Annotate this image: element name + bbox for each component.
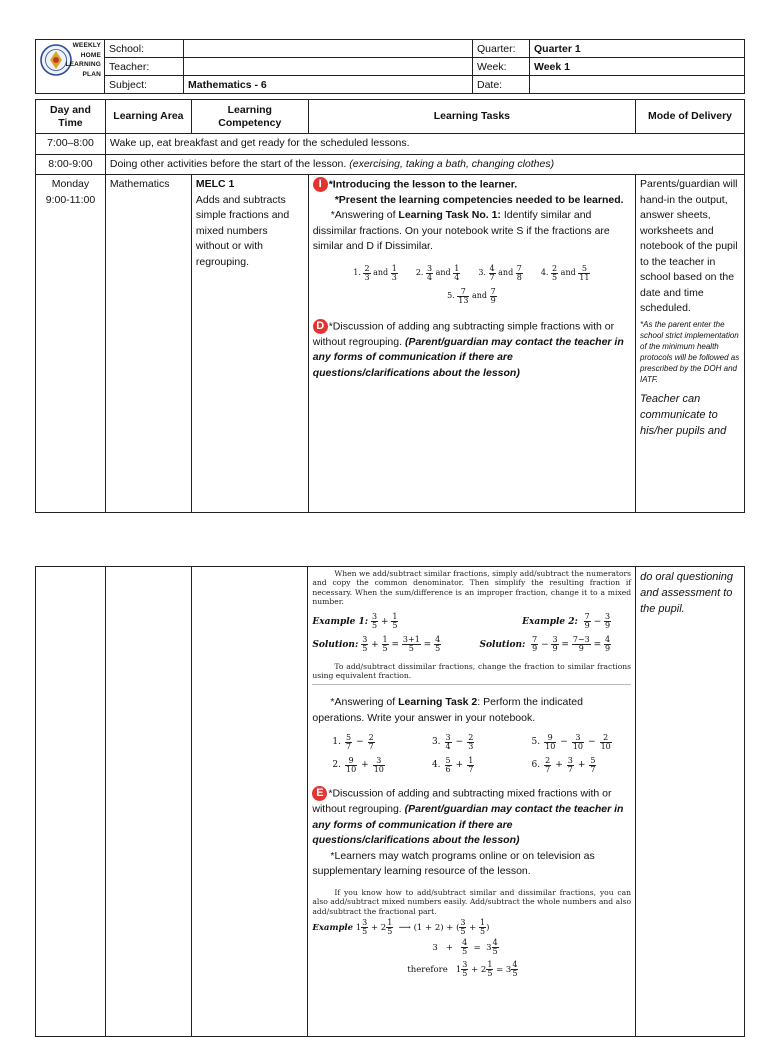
task-e-bold: (Parent/guardian may contact the teacher in any forms of communication if there are questions/clarifications about the lesson): [312, 803, 624, 847]
p2-mode-cell: [636, 567, 745, 1037]
fraction: 3 10: [373, 756, 384, 775]
rule-mixed: If you know how to add/subtract similar and dissimilar fractions, you can also add/subtract mixed numbers easily. Add/subtract the whole numbers and also add/subtract the fractional part.: [312, 887, 632, 916]
monday-area: Mathematics: [105, 175, 191, 513]
fraction: $\frac{2}{5}$: [552, 263, 558, 282]
date-value: [530, 76, 745, 94]
fraction: $\frac{4}{7}$: [489, 263, 495, 282]
task-lt1-post: Identify similar and dissimilar fractions. On your notebook write S if the fractions are similar and D if Dissimilar.: [312, 209, 610, 253]
task-d-line: [313, 319, 631, 381]
p2-area-cell: [105, 567, 191, 1037]
school-label: School:: [105, 40, 184, 58]
badge-i-icon: I: [313, 177, 328, 192]
lt1-item: 1. $\frac{2}{3}$ and $\frac{1}{3}$: [353, 263, 397, 282]
solution-1: Solution: $\frac{3}{5}$ + $\frac{1}{5}$ = $\frac{3+1}{5}$ = $\frac{4}{5}$: [312, 635, 441, 654]
solution-2: Solution: $\frac{7}{9}$ − $\frac{3}{9}$ = $\frac{7-3}{9}$ = $\frac{4}{9}$: [479, 635, 611, 654]
fraction: 5 7: [590, 756, 596, 775]
task-e-line: [312, 786, 631, 848]
row-time-2: 8:00-9:00: [36, 154, 106, 175]
p2-tasks-cell: [308, 567, 636, 1037]
task-lt2-post: : Perform the indicated operations. Write your answer in your notebook.: [312, 696, 583, 724]
row-activity-2: [105, 154, 744, 175]
rule-dissimilar: To add/subtract dissimilar fractions, change the fraction to similar fractions using equivalent fraction.: [312, 662, 631, 686]
fraction: 3 10: [572, 733, 584, 752]
task-lt1-bold: Learning Task No. 1:: [398, 209, 501, 222]
task-tv: *Learners may watch programs online or on television as supplementary learning resource of the lesson.: [312, 849, 595, 878]
week-value: Week 1: [530, 58, 745, 76]
task-e-text: *Discussion of adding and subtracting mixed fractions with or without regrouping.: [312, 787, 612, 816]
task-intro: *Introducing the lesson to the learner.: [328, 178, 518, 191]
rule-similar: When we add/subtract similar fractions, simply add/subtract the numerators and copy the common denominator. Then simplify the resulting fraction if necessary. When the sum/difference is an improper fraction, change it to a mixed number.: [312, 569, 632, 607]
mixed-example-result: therefore 1 $\frac{3}{5}$ + 2 $\frac{1}{5}$ = 3 $\frac{4}{5}$: [407, 959, 518, 978]
solution-1-label: Solution:: [312, 640, 359, 651]
melc-text: Adds and subtracts simple fractions and mixed numbers without or with regrouping.: [195, 193, 290, 268]
lt2-item: 4. 5 6 + 1 7: [431, 756, 474, 775]
solution-2-label: Solution:: [479, 640, 526, 651]
example-2-label: Example 2:: [522, 616, 578, 627]
fraction: $\frac{7}{8}$: [516, 263, 522, 282]
task-d-bold: (Parent/guardian may contact the teacher in any forms of communication if there are questions/clarifications about the lesson): [312, 335, 624, 379]
whlp-line-home: HOME: [80, 51, 101, 59]
example-1-label: Example 1:: [312, 616, 369, 627]
lt2-item: 2. 9 10 + 3 10: [332, 756, 384, 775]
badge-d-icon: D: [313, 319, 328, 334]
whlp-line-plan: PLAN: [82, 70, 101, 78]
lt1-fraction-row-2: [313, 288, 631, 305]
lt1-item: 4. $\frac{2}{5}$ and $\frac{5}{11}$: [540, 263, 590, 282]
date-label: Date:: [473, 76, 530, 94]
fraction: 9 10: [345, 756, 357, 775]
row-activity-1: Wake up, eat breakfast and get ready for the scheduled lessons.: [105, 134, 744, 155]
fraction: 1 7: [468, 756, 474, 775]
melc-title: MELC 1: [195, 178, 235, 190]
fraction: 2 3: [468, 733, 474, 752]
row-time-1: 7:00–8:00: [36, 134, 106, 155]
monday-competency: [191, 175, 308, 513]
subject-label: Subject:: [105, 76, 184, 94]
fraction: $\frac{2}{3}$: [364, 263, 370, 282]
col-header-competency: Learning Competency: [191, 100, 308, 134]
fraction: 9 10: [545, 733, 556, 752]
fraction: $\frac{1}{4}$: [454, 263, 460, 282]
task-lt2-bold: Learning Task 2: [398, 696, 478, 709]
badge-e-icon: E: [312, 786, 327, 801]
task-lt2: [312, 695, 631, 726]
p2-competency-cell: [191, 567, 308, 1037]
mixed-example-label: Example: [312, 922, 354, 933]
fraction: $\frac{7}{9}$: [490, 286, 496, 305]
example-2: Example 2: $\frac{7}{9}$ − $\frac{3}{9}$: [522, 611, 611, 630]
whlp-line-learning: LEARNING: [65, 61, 101, 68]
fraction: 2 7: [545, 756, 551, 775]
subject-value: Mathematics - 6: [184, 76, 473, 94]
quarter-label: Quarter:: [473, 40, 530, 58]
example-row: [312, 613, 631, 631]
fraction: 2 7: [368, 733, 374, 752]
fraction: 2 10: [600, 733, 611, 752]
fraction: $\frac{3}{4}$: [427, 263, 433, 282]
monday-day-cell: [36, 175, 106, 513]
lt2-item: 6. 2 7 + 3 7 + 5 7: [531, 756, 596, 775]
mode-continued: do oral questioning and assessment to the pupil.: [640, 571, 734, 615]
fraction: $\frac{1}{3}$: [391, 263, 397, 282]
fraction: $\frac{5}{11}$: [579, 263, 590, 282]
col-header-mode-delivery: Mode of Delivery: [636, 100, 745, 134]
lt1-item: 3. $\frac{4}{7}$ and $\frac{7}{8}$: [478, 263, 522, 282]
teacher-value: [184, 58, 473, 76]
mode-teacher: Teacher can communicate to his/her pupils and: [640, 392, 727, 437]
task-lt1: [313, 208, 631, 255]
fraction: 3 4: [445, 733, 451, 752]
weekly-plan-table: [35, 99, 745, 513]
monday-tasks: [308, 175, 635, 513]
week-label: Week:: [473, 58, 530, 76]
lt2-item: 3. 3 4 − 2 3: [431, 733, 474, 752]
therefore-word: therefore: [407, 964, 448, 975]
fraction: $\frac{7}{13}$: [458, 286, 469, 305]
p2-day-cell: [36, 567, 106, 1037]
col-header-day-time: Day and Time: [36, 100, 106, 134]
fraction: 5 6: [445, 756, 451, 775]
monday-day: Monday: [51, 178, 90, 190]
fraction: 5 7: [345, 733, 352, 752]
page2-table: [35, 566, 745, 1037]
row-activity-2-text: Doing other activities before the start of the lesson.: [109, 157, 347, 170]
task-present: *Present the learning competencies needed to be learned.: [334, 193, 624, 206]
lt2-item: 5. 9 10 − 3 10 − 2 10: [531, 733, 611, 752]
example-1: Example 1: $\frac{3}{5}$ + $\frac{1}{5}$: [312, 611, 398, 630]
fraction: 3 7: [567, 756, 573, 775]
logo-cell: [36, 40, 105, 94]
task-lt1-pre: *Answering of: [330, 209, 396, 222]
school-value: [184, 40, 473, 58]
solution-row: [312, 636, 631, 654]
monday-mode: [636, 175, 745, 513]
task-intro-line: [313, 177, 631, 193]
mode-main: Parents/guardian will hand-in the output, answer sheets, worksheets and notebook of the pupil to the teacher in school based on the date and time scheduled.: [640, 178, 738, 314]
lt2-item: 1. 5 7 − 2 7: [332, 733, 374, 752]
col-header-learning-area: Learning Area: [105, 100, 191, 134]
lt1-item: 2. $\frac{3}{4}$ and $\frac{1}{4}$: [415, 263, 460, 282]
lt1-fraction-row-1: [313, 265, 631, 282]
row-activity-2-italic: (exercising, taking a bath, changing clothes): [349, 157, 555, 170]
lt1-item: 5. $\frac{7}{13}$ and $\frac{7}{9}$: [447, 286, 496, 305]
mode-note: *As the parent enter the school strict implementation of the minimum health protocols will be followed as prescribed by the DOH and IATF.: [640, 319, 740, 384]
whlp-title: [65, 41, 101, 79]
task-lt2-pre: *Answering of: [330, 696, 396, 709]
monday-time: 9:00-11:00: [45, 193, 96, 206]
task-d-text: *Discussion of adding ang subtracting simple fractions with or without regrouping.: [312, 320, 615, 348]
mixed-example: Example 1 $\frac{3}{5}$ + 2 $\frac{1}{5}$ ⟶ (1 + 2) + ( $\frac{3}{5}$ + $\frac{1}{5}$ ) 3 + $\frac{4}{5}$ = 3 $\frac{4}{5}$ therefore 1 $\frac{3}{5}$ + 2 $\frac{1}{5}$ = 3 $\frac{4}{5}$: [312, 919, 631, 979]
mixed-example-step: 3 + $\frac{4}{5}$ = 3 $\frac{4}{5}$: [432, 938, 498, 957]
teacher-label: Teacher:: [105, 58, 184, 76]
header-info-table: [35, 39, 745, 94]
lt2-exercise-grid: [312, 734, 631, 774]
quarter-value: Quarter 1: [530, 40, 745, 58]
col-header-learning-tasks: Learning Tasks: [308, 100, 635, 134]
whlp-line-weekly: WEEKLY: [72, 42, 101, 49]
